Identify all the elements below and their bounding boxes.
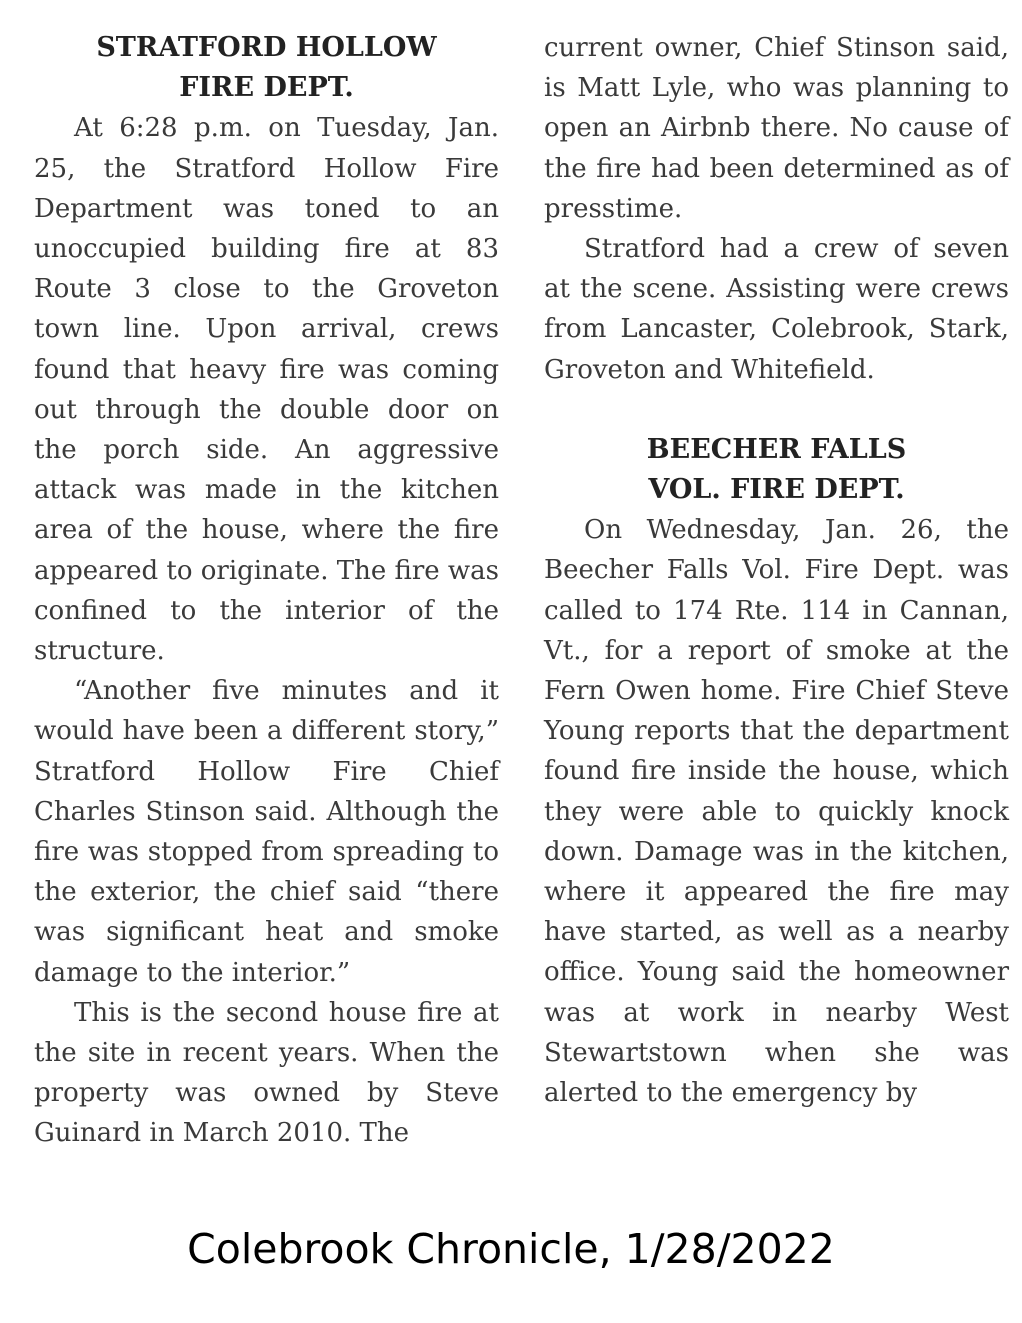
right-column	[544, 28, 1009, 1113]
article-paragraph: Stratford had a crew of seven at the scene. Assisting were crews from Lancaster, Colebrook, Stark, Groveton and Whitefield.	[544, 234, 1009, 385]
headline-beecher-line2: VOL. FIRE DEPT.	[648, 474, 905, 506]
headline-stratford-line1: STRATFORD HOLLOW	[96, 32, 437, 63]
headline-stratford	[34, 28, 499, 108]
headline-beecher-falls	[544, 430, 1009, 510]
headline-beecher-line1: BEECHER FALLS	[646, 433, 907, 465]
article-paragraph: This is the second house fire at the site in recent years. When the property was owned by Steve Guinard in March 2010. The	[34, 997, 499, 1149]
article-divider-space	[544, 390, 1009, 430]
newspaper-clipping	[34, 28, 1009, 1198]
article-paragraph-continued: current owner, Chief Stinson said, is Matt Lyle, who was planning to open an Airbnb there. No cause of the fire had been determined as of presstime.	[544, 33, 1009, 224]
headline-stratford-line2: FIRE DEPT.	[179, 72, 354, 104]
article-paragraph: At 6:28 p.m. on Tuesday, Jan. 25, the Stratford Hollow Fire Department was toned to an unoccupied building fire at 83 Route 3 close to the Groveton town line. Upon arrival, crews found that heavy fire was coming out through the double door on the porch side. An aggressive attack was made in the kitchen area of the house, where the fire appeared to originate. The fire was confined to the interior of the structure.	[34, 113, 499, 667]
article-paragraph: On Wednesday, Jan. 26, the Beecher Falls Vol. Fire Dept. was called to 174 Rte. 114 in Cannan, Vt., for a report of smoke at the Fern Owen home. Fire Chief Steve Young reports that the department found fire inside the house, which they were able to quickly knock down. Damage was in the kitchen, where it appeared the fire may have started, as well as a nearby office. Young said the homeowner was at work in nearby West Stewartstown when she was alerted to the emergency by	[544, 515, 1009, 1109]
source-caption: Colebrook Chronicle, 1/28/2022	[187, 1225, 835, 1273]
article-paragraph: “Another five minutes and it would have been a different story,” Stratford Hollow Fire Chief Charles Stinson said. Although the fire was stopped from spreading to the exterior, the chief said “there was significant heat and smoke damage to the interior.”	[34, 676, 499, 988]
left-column	[34, 28, 499, 1154]
